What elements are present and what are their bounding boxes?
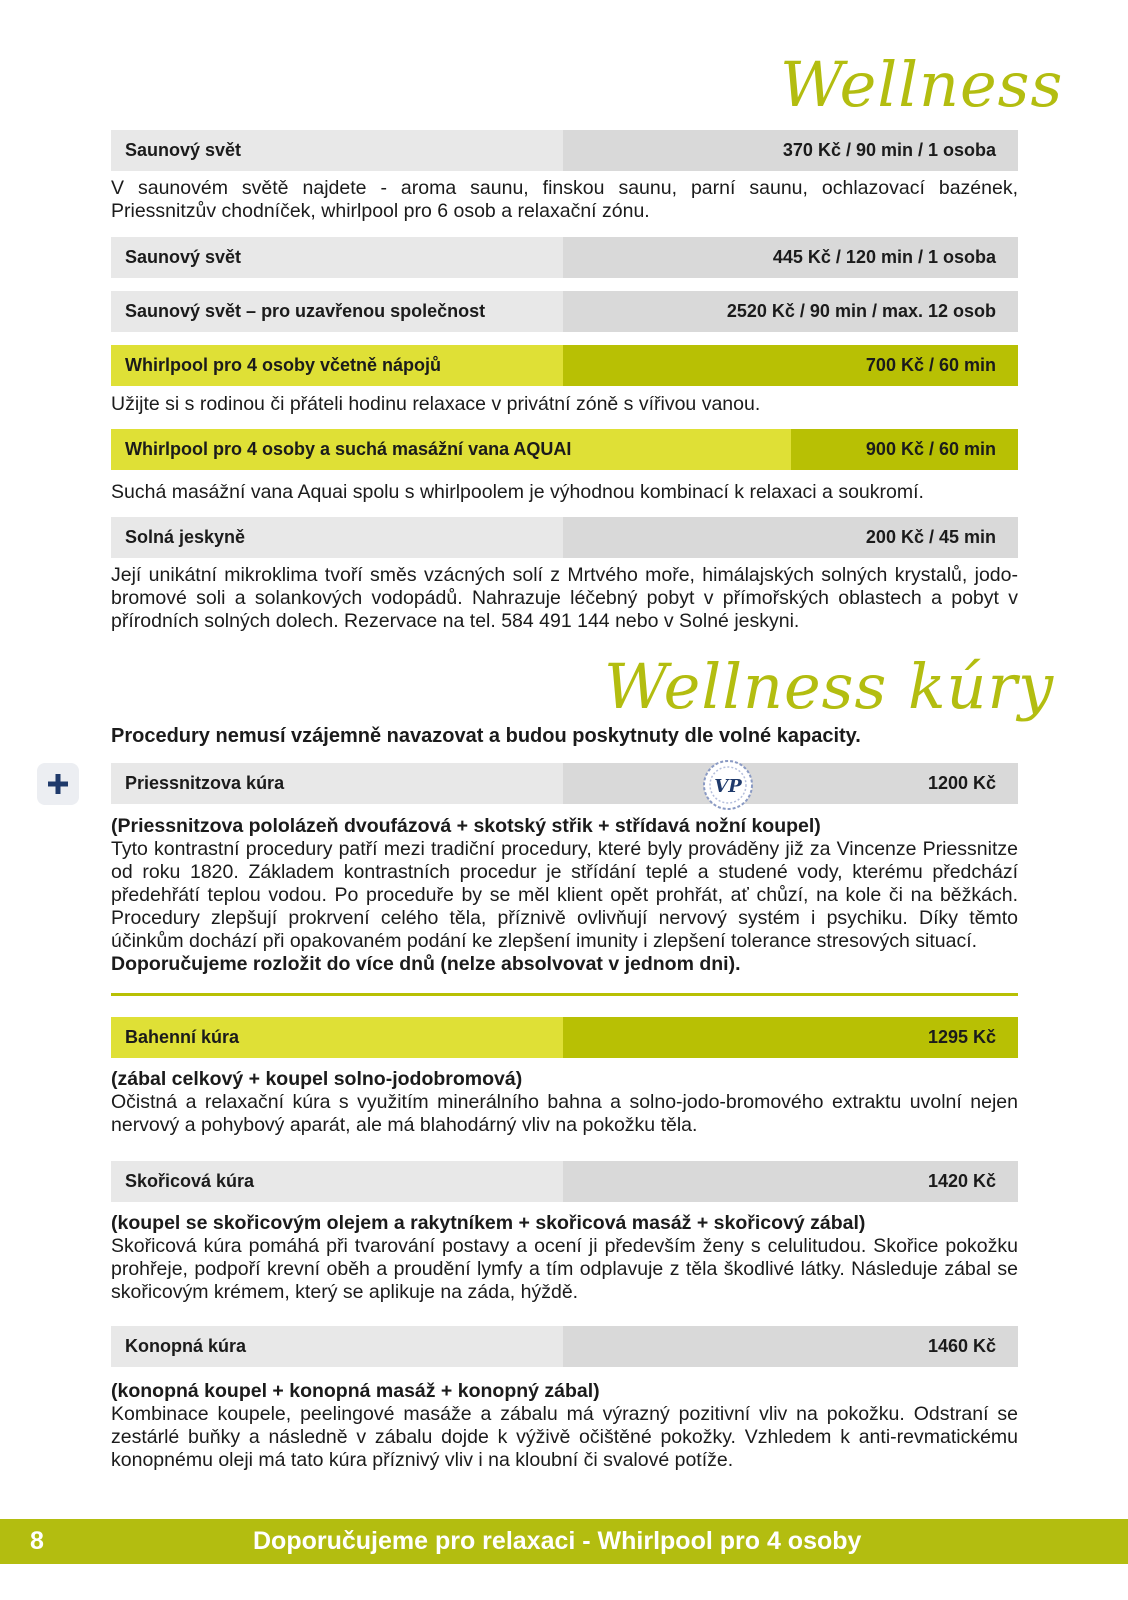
- skoricova-description: [111, 1212, 1018, 1304]
- item-name: Whirlpool pro 4 osoby včetně nápojů: [111, 345, 563, 386]
- logo-text: VP: [714, 776, 742, 797]
- expand-tab[interactable]: [37, 763, 79, 805]
- priessnitz-description: [111, 815, 1018, 976]
- paragraph: Kombinace koupele, peelingové masáže a zábalu má výrazný pozitivní vliv na pokožku. Odstraní se zestárlé buňky a následně v zábalu dojde k výživě očištěné pokožky. Vzhledem k anti-revmatickému konopnému oleji má tato kúra příznivý vliv i na kloubní či svalové potíže.: [111, 1403, 1018, 1471]
- item-name: Priessnitzova kúra: [111, 763, 563, 804]
- price-bar-solna-jeskyne: [111, 517, 1018, 558]
- footer-text: Doporučujeme pro relaxaci - Whirlpool pro 4 osoby: [253, 1527, 862, 1555]
- page-footer: [0, 1519, 1128, 1564]
- paragraph: Užijte si s rodinou či přáteli hodinu relaxace v privátní zóně s vířivou vanou.: [111, 393, 761, 415]
- vp-logo-icon: [700, 757, 756, 813]
- price-bar-konopna-kura: [111, 1326, 1018, 1367]
- solna-description: [111, 564, 1018, 633]
- note: Doporučujeme rozložit do více dnů (nelze absolvovat v jednom dni).: [111, 953, 741, 975]
- paragraph: Procedury nemusí vzájemně navazovat a budou poskytnuty dle volné kapacity.: [111, 725, 861, 747]
- subtitle: (koupel se skořicovým olejem a rakytníkem + skořicová masáž + skořicový zábal): [111, 1212, 866, 1234]
- whirlpool-description: [111, 393, 1018, 416]
- price-bar-bahenni-kura: [111, 1017, 1018, 1058]
- paragraph: Skořicová kúra pomáhá při tvarování postavy a ocení ji především ženy s celulitudou. Skořice pokožku prohřeje, podpoří krevní oběh a proudění lymfy a tím odplavuje z těla škodlivé látky. Následuje zábal se skořicovým krémem, který se aplikuje na záda, hýždě.: [111, 1235, 1018, 1303]
- item-price: 200 Kč / 45 min: [563, 517, 1018, 558]
- item-price: 900 Kč / 60 min: [791, 429, 1018, 470]
- kury-intro: [111, 725, 1018, 748]
- item-price: 1460 Kč: [563, 1326, 1018, 1367]
- section-divider: [111, 993, 1018, 996]
- subtitle: (Priessnitzova pololázeň dvoufázová + skotský střik + střídavá nožní koupel): [111, 815, 821, 837]
- price-bar-priessnitzova-kura: [111, 763, 1018, 804]
- item-price: 1200 Kč: [563, 763, 1018, 804]
- item-name: Saunový svět – pro uzavřenou společnost: [111, 291, 563, 332]
- item-price: 370 Kč / 90 min / 1 osoba: [563, 130, 1018, 171]
- item-price: 445 Kč / 120 min / 1 osoba: [563, 237, 1018, 278]
- item-name: Saunový svět: [111, 130, 563, 171]
- item-name: Skořicová kúra: [111, 1161, 563, 1202]
- paragraph: V saunovém světě najdete - aroma saunu, finskou saunu, parní saunu, ochlazovací bazének, Priessnitzův chodníček, whirlpool pro 6 osob a relaxační zónu.: [111, 177, 1018, 222]
- page-number: 8: [30, 1527, 44, 1555]
- wellness-kury-heading: Wellness kúry: [604, 650, 1055, 723]
- paragraph: Tyto kontrastní procedury patří mezi tradiční procedury, které byly prováděny již za Vincenze Priessnitze od roku 1820. Základem kontrastních procedur je střídání teplé a studené vody, kterému předchází předehřátí teplou vodou. Po proceduře by se měl klient opět prohřát, ať chůzí, na kole či na běžkách. Procedury zlepšují prokrvení celého těla, příznivě ovlivňují nervový systém i psychiku. Díky těmto účinkům dochází při opakovaném podání ke zlepšení imunity i zlepšení tolerance stresových situací.: [111, 838, 1018, 952]
- aquai-description: [111, 481, 1018, 504]
- price-bar-whirlpool-napoje: [111, 345, 1018, 386]
- price-bar-skoricova-kura: [111, 1161, 1018, 1202]
- item-price: 1420 Kč: [563, 1161, 1018, 1202]
- price-bar-saunovy-svet-spolecnost: [111, 291, 1018, 332]
- item-price: 2520 Kč / 90 min / max. 12 osob: [563, 291, 1018, 332]
- wellness-heading: Wellness: [780, 48, 1064, 121]
- subtitle: (zábal celkový + koupel solno-jodobromová): [111, 1068, 523, 1090]
- plus-icon: [46, 772, 70, 796]
- price-bar-saunovy-svet-90: [111, 130, 1018, 171]
- item-name: Bahenní kúra: [111, 1017, 563, 1058]
- item-price: 700 Kč / 60 min: [563, 345, 1018, 386]
- item-name: Whirlpool pro 4 osoby a suchá masážní vana AQUAI: [111, 429, 791, 470]
- item-price: 1295 Kč: [563, 1017, 1018, 1058]
- subtitle: (konopná koupel + konopná masáž + konopný zábal): [111, 1380, 600, 1402]
- konopna-description: [111, 1380, 1018, 1472]
- price-bar-whirlpool-aquai: [111, 429, 1018, 470]
- bahenni-description: [111, 1068, 1018, 1137]
- price-bar-saunovy-svet-120: [111, 237, 1018, 278]
- item-name: Saunový svět: [111, 237, 563, 278]
- item-name: Konopná kúra: [111, 1326, 563, 1367]
- paragraph: Suchá masážní vana Aquai spolu s whirlpoolem je výhodnou kombinací k relaxaci a soukromí.: [111, 481, 924, 503]
- sauna-description: [111, 177, 1018, 223]
- paragraph: Její unikátní mikroklima tvoří směs vzácných solí z Mrtvého moře, himálajských solných krystalů, jodo-bromové soli a solankových vodopádů. Nahrazuje léčebný pobyt v přímořských oblastech a pobyt v přírodních solných dolech. Rezervace na tel. 584 491 144 nebo v Solné jeskyni.: [111, 564, 1018, 632]
- item-name: Solná jeskyně: [111, 517, 563, 558]
- paragraph: Očistná a relaxační kúra s využitím minerálního bahna a solno-jodo-bromového extraktu uvolní nejen nervový a pohybový aparát, ale má blahodárný vliv na pokožku těla.: [111, 1091, 1018, 1136]
